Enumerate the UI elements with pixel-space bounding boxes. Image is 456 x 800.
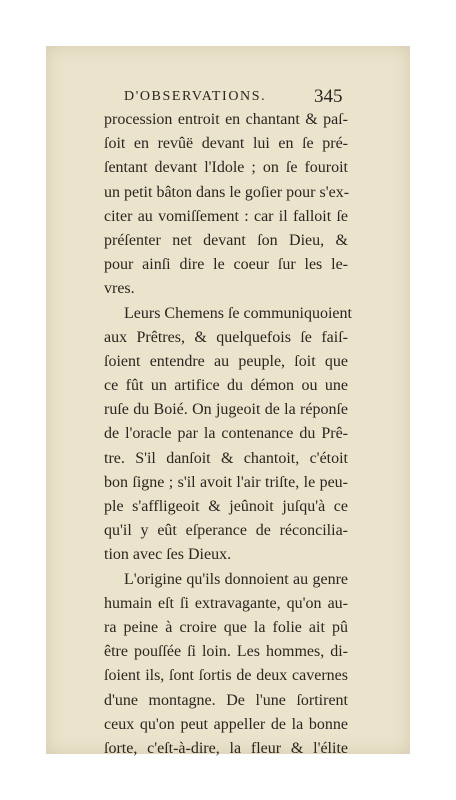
text-line: ple s'affligeoit & jeûnoit juſqu'à ce <box>104 498 348 515</box>
text-line: pour ainſi dire le coeur ſur les le- <box>104 256 348 274</box>
text-line: un petit bâton dans le goſier pour s'ex- <box>104 183 350 201</box>
text-line: tre. S'il danſoit & chantoit, c'étoit <box>104 449 348 467</box>
text-line: citer au vomiſſement : car il falloit ſe <box>104 207 348 225</box>
text-line: procession entroit en chantant & paſ- <box>104 111 348 128</box>
text-line: aux Prêtres, & quelquefois ſe faiſ- <box>104 328 348 346</box>
text-line: ſentant devant l'Idole ; on ſe fouroit <box>104 159 348 177</box>
text-line: qu'il y eût eſperance de réconcilia- <box>104 522 348 540</box>
text-line: ſorte, c'eſt-à-dire, la fleur & l'élite <box>104 739 348 757</box>
text-line: bon ſigne ; s'il avoit l'air triſte, le peu- <box>104 473 348 491</box>
text-line: tion avec ſes Dieux. <box>104 546 232 564</box>
text-line: Leurs Chemens ſe communiquoient <box>124 304 352 322</box>
page-body <box>104 108 352 761</box>
text-line: de l'oracle par la contenance du Prê- <box>104 425 348 443</box>
text-line: d'une montagne. De l'une ſortirent <box>104 691 348 709</box>
text-line: vres. <box>104 280 135 298</box>
text-line: ce fût un artifice du démon ou une <box>104 377 348 395</box>
text-line: préſenter net devant ſon Dieu, & <box>104 231 348 249</box>
running-title: D'OBSERVATIONS. <box>124 89 267 104</box>
text-line: ſoit en revûë devant lui en ſe pré- <box>104 135 348 153</box>
page-header <box>46 86 410 110</box>
text-line: ſoient entendre au peuple, ſoit que <box>104 352 348 370</box>
book-page <box>46 46 410 757</box>
text-line: ſoient ils, ſont ſortis de deux cavernes <box>104 667 348 685</box>
text-line: être pouſſée ſi loin. Les hommes, di- <box>104 643 348 661</box>
text-line: humain eſt ſi extravagante, qu'on au- <box>104 594 348 612</box>
text-line: ceux qu'on peut appeller de la bonne <box>104 715 348 733</box>
text-line: ra peine à croire que la folie ait pû <box>104 618 348 636</box>
page-number: 345 <box>314 86 343 107</box>
text-line: ruſe du Boié. On jugeoit de la réponſe <box>104 401 348 419</box>
text-line: L'origine qu'ils donnoient au genre <box>124 570 348 588</box>
